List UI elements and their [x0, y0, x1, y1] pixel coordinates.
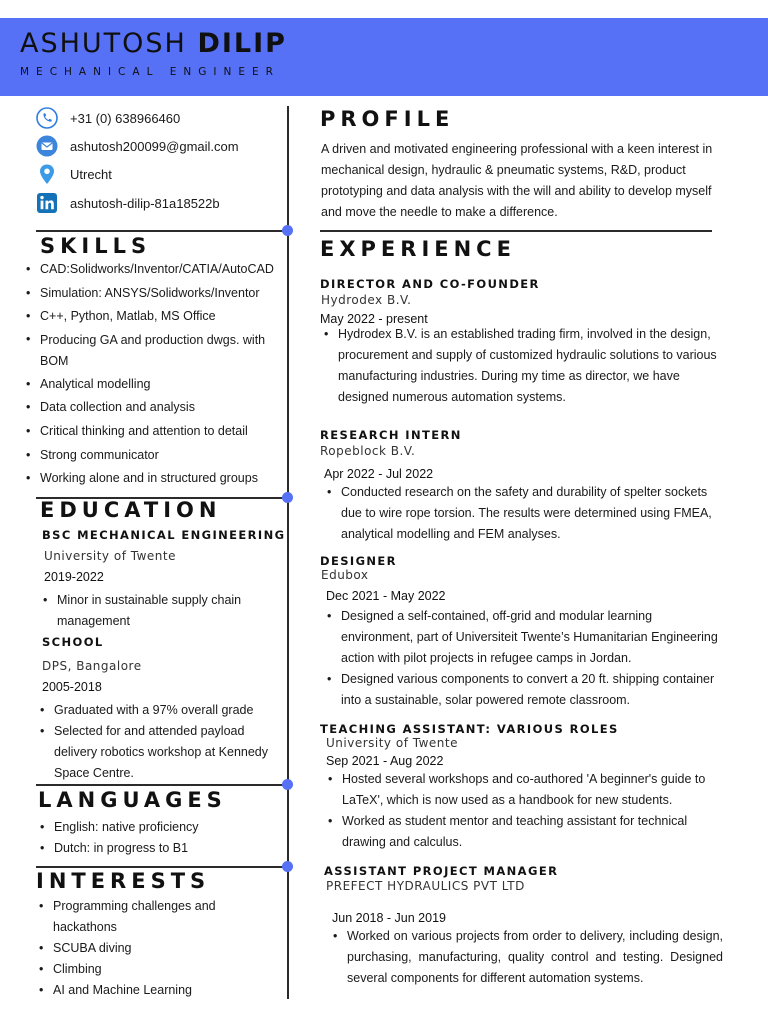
list-item: • Minor in sustainable supply chain management — [43, 590, 281, 632]
skills-heading: SKILLS — [40, 234, 152, 258]
list-item: • Designed various components to convert a 20 ft. shipping container into a sustainable, solar powered remote classroom. — [327, 669, 721, 711]
list-item: • Analytical modelling — [26, 373, 284, 397]
company-name: PREFECT HYDRAULICS PVT LTD — [326, 879, 525, 893]
experience-heading: EXPERIENCE — [320, 237, 516, 261]
job-dates: Apr 2022 - Jul 2022 — [324, 467, 434, 481]
job-points — [327, 606, 721, 711]
job-dates: Jun 2018 - Jun 2019 — [332, 911, 446, 925]
left-rule-languages — [36, 784, 288, 786]
company-name: Edubox — [321, 568, 369, 582]
list-item: • Hosted several workshops and co-authored 'A beginner's guide to LaTeX', which is now used as a handbook for new students. — [328, 769, 724, 811]
education-heading: EDUCATION — [40, 498, 222, 522]
location-pin-icon — [36, 163, 58, 185]
skills-list — [26, 258, 284, 491]
email-icon — [36, 135, 58, 157]
timeline-dot — [282, 492, 293, 503]
list-item: • Critical thinking and attention to detail — [26, 420, 284, 444]
list-item: • Working alone and in structured groups — [26, 467, 284, 491]
job-dates: May 2022 - present — [320, 312, 428, 326]
contact-location: Utrecht — [36, 163, 58, 185]
job-role: DESIGNER — [320, 554, 397, 568]
degree-points — [40, 700, 282, 784]
interests-heading: INTERESTS — [36, 869, 211, 893]
list-item: • CAD:Solidworks/Inventor/CATIA/AutoCAD — [26, 258, 284, 282]
job-role: DIRECTOR AND CO-FOUNDER — [320, 277, 540, 291]
profile-summary: A driven and motivated engineering professional with a keen interest in mechanical design, hydraulic & pneumatic systems, R&D, product prototyping and data analysis with the will and ability to develop myself and move the needle to make a difference. — [321, 142, 713, 219]
education-dates: 2005-2018 — [42, 680, 102, 694]
list-item: • Selected for and attended payload delivery robotics workshop at Kennedy Space Centre. — [40, 721, 282, 784]
contact-phone[interactable]: +31 (0) 638966460 — [36, 107, 58, 129]
profile-heading: PROFILE — [320, 107, 455, 131]
job-points — [328, 769, 724, 853]
list-item: • Worked on various projects from order to delivery, including design, purchasing, manufacturing, quality control and testing. Designed several components for different automation systems. — [333, 926, 723, 989]
list-item: • Dutch: in progress to B1 — [40, 838, 282, 859]
degree-title: BSC MECHANICAL ENGINEERING — [42, 528, 286, 542]
languages-heading: LANGUAGES — [38, 788, 227, 812]
job-role: ASSISTANT PROJECT MANAGER — [324, 864, 559, 878]
company-name: Hydrodex B.V. — [321, 293, 412, 307]
list-item: • English: native proficiency — [40, 817, 282, 838]
list-item: • Graduated with a 97% overall grade — [40, 700, 282, 721]
degree-title: SCHOOL — [42, 635, 104, 649]
list-item: • Programming challenges and hackathons — [39, 896, 261, 938]
degree-points — [43, 590, 281, 632]
timeline-dot — [282, 861, 293, 872]
job-dates: Dec 2021 - May 2022 — [326, 589, 446, 603]
timeline-dot — [282, 779, 293, 790]
job-points — [324, 324, 724, 408]
interests-list — [39, 896, 261, 1001]
job-title: MECHANICAL ENGINEER — [20, 66, 280, 78]
timeline-dot — [282, 225, 293, 236]
phone-icon — [36, 107, 58, 129]
job-role: TEACHING ASSISTANT: VARIOUS ROLES — [320, 722, 619, 736]
list-item: • Designed a self-contained, off-grid and modular learning environment, part of Universiteit Twente’s Humanitarian Engineering action with pilot projects in refugee camps in Jordan. — [327, 606, 721, 669]
list-item: • Data collection and analysis — [26, 396, 284, 420]
list-item: • AI and Machine Learning — [39, 980, 261, 1001]
list-item: • Worked as student mentor and teaching assistant for technical drawing and calculus. — [328, 811, 724, 853]
company-name: University of Twente — [326, 736, 458, 750]
list-item: • SCUBA diving — [39, 938, 261, 959]
list-item: • Hydrodex B.V. is an established trading firm, involved in the design, procurement and supply of customized hydraulic solutions to various manufacturing industries. During my time as director, we have designed numerous automation systems. — [324, 324, 724, 408]
job-dates: Sep 2021 - Aug 2022 — [326, 754, 444, 768]
list-item: • Producing GA and production dwgs. with BOM — [26, 329, 284, 373]
contact-email[interactable]: ashutosh200099@gmail.com — [36, 135, 58, 157]
candidate-name: ASHUTOSH DILIP — [20, 28, 287, 59]
linkedin-icon — [36, 192, 58, 214]
company-name: Ropeblock B.V. — [320, 444, 416, 458]
job-points — [327, 482, 725, 545]
job-points — [333, 926, 723, 989]
list-item: • Conducted research on the safety and durability of spelter sockets due to wire rope torsion. The results were determined using FMEA, analytical modelling and FEM analyses. — [327, 482, 725, 545]
institution-name: University of Twente — [44, 549, 176, 563]
header-banner — [0, 18, 768, 96]
left-rule-interests — [36, 866, 288, 868]
left-rule-skills — [36, 230, 288, 232]
institution-name: DPS, Bangalore — [42, 659, 142, 673]
list-item: • Climbing — [39, 959, 261, 980]
list-item: • Strong communicator — [26, 444, 284, 468]
education-dates: 2019-2022 — [44, 570, 104, 584]
list-item: • Simulation: ANSYS/Solidworks/Inventor — [26, 282, 284, 306]
job-role: RESEARCH INTERN — [320, 428, 462, 442]
right-rule-experience — [320, 230, 712, 232]
contact-linkedin[interactable]: ashutosh-dilip-81a18522b — [36, 192, 58, 214]
list-item: • C++, Python, Matlab, MS Office — [26, 305, 284, 329]
languages-list — [40, 817, 282, 859]
